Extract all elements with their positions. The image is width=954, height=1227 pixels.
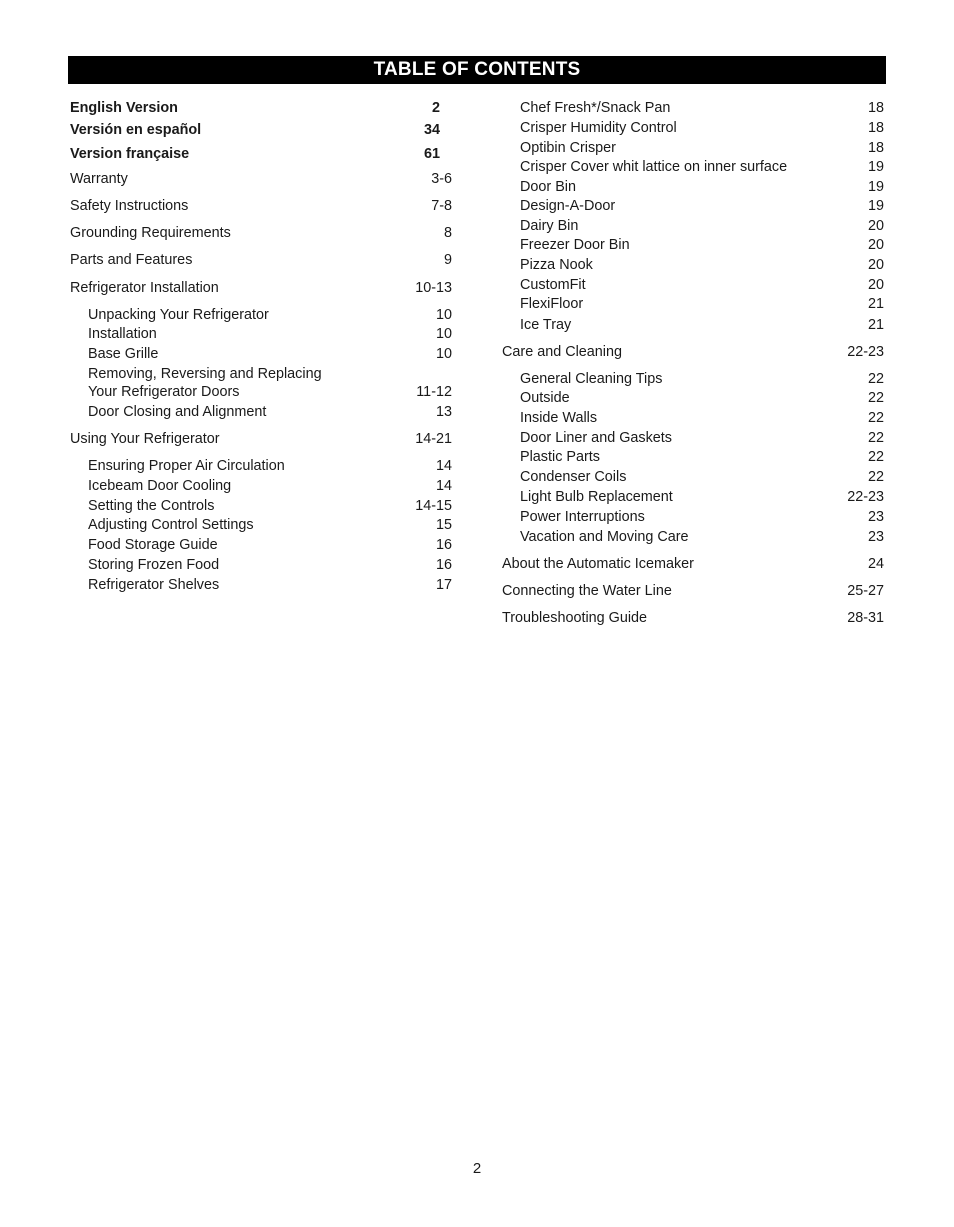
toc-entry-page: 14 bbox=[435, 458, 452, 474]
toc-entry-page: 28-31 bbox=[847, 610, 884, 626]
toc-entry-label: General Cleaning Tips bbox=[520, 371, 663, 387]
toc-entry-label: Version française bbox=[70, 146, 190, 162]
toc-entry-label: Safety Instructions bbox=[70, 198, 189, 214]
toc-entry-label: Using Your Refrigerator bbox=[70, 431, 220, 447]
toc-entry-page: 16 bbox=[435, 557, 452, 573]
toc-entry-page: 22 bbox=[867, 410, 884, 426]
toc-entry-page: 23 bbox=[867, 529, 884, 545]
toc-entry-page: 19 bbox=[867, 159, 884, 175]
toc-entry-page: 20 bbox=[867, 237, 884, 253]
toc-entry-label: About the Automatic Icemaker bbox=[502, 556, 694, 572]
toc-entry-page: 22 bbox=[867, 390, 884, 406]
toc-entry-label: Refrigerator Installation bbox=[70, 280, 219, 296]
toc-entry-page: 11-12 bbox=[416, 384, 452, 400]
toc-entry-page: 10 bbox=[435, 346, 452, 362]
toc-entry-label: Connecting the Water Line bbox=[502, 583, 672, 599]
toc-entry-label: Grounding Requirements bbox=[70, 225, 231, 241]
toc-entry-page: 22-23 bbox=[847, 344, 884, 360]
toc-entry-label: Unpacking Your Refrigerator bbox=[88, 307, 269, 323]
toc-entry-label: Removing, Reversing and Replacing bbox=[88, 366, 322, 382]
toc-entry-label: Icebeam Door Cooling bbox=[88, 478, 232, 494]
toc-entry-page: 61 bbox=[423, 146, 440, 162]
toc-entry-label: Outside bbox=[520, 390, 570, 406]
toc-entry-page: 3-6 bbox=[431, 171, 452, 187]
toc-entry-page: 8 bbox=[443, 225, 452, 241]
toc-entry-label: Ensuring Proper Air Circulation bbox=[88, 458, 285, 474]
toc-entry-label: Refrigerator Shelves bbox=[88, 577, 220, 593]
toc-entry-label: Care and Cleaning bbox=[502, 344, 623, 360]
toc-entry-label: Base Grille bbox=[88, 346, 159, 362]
toc-entry-label: Your Refrigerator Doors bbox=[88, 384, 240, 400]
toc-entry-page: 2 bbox=[431, 100, 440, 116]
toc-entry-label: Warranty bbox=[70, 171, 128, 187]
toc-entry-label: Ice Tray bbox=[520, 317, 572, 333]
toc-entry-label: Light Bulb Replacement bbox=[520, 489, 673, 505]
page-number: 2 bbox=[472, 1160, 482, 1177]
toc-entry-page: 21 bbox=[867, 296, 884, 312]
toc-entry-page: 22 bbox=[867, 430, 884, 446]
toc-entry-label: Versión en español bbox=[70, 122, 202, 138]
toc-entry-page: 18 bbox=[867, 120, 884, 136]
toc-entry-label: Design-A-Door bbox=[520, 198, 616, 214]
toc-entry-page: 16 bbox=[435, 537, 452, 553]
toc-entry-page: 10 bbox=[435, 307, 452, 323]
toc-entry-label: Installation bbox=[88, 326, 157, 342]
toc-entry-label: Pizza Nook bbox=[520, 257, 593, 273]
toc-entry-page: 10 bbox=[435, 326, 452, 342]
toc-entry-label: Storing Frozen Food bbox=[88, 557, 220, 573]
toc-entry-label: Plastic Parts bbox=[520, 449, 600, 465]
toc-entry-page: 34 bbox=[423, 122, 440, 138]
toc-entry-page: 22-23 bbox=[847, 489, 884, 505]
toc-entry-page: 18 bbox=[867, 100, 884, 116]
toc-entry-page: 25-27 bbox=[847, 583, 884, 599]
toc-entry-page: 22 bbox=[867, 469, 884, 485]
toc-entry-page: 21 bbox=[867, 317, 884, 333]
toc-entry-label: Parts and Features bbox=[70, 252, 193, 268]
toc-entry-label: Troubleshooting Guide bbox=[502, 610, 648, 626]
toc-entry-page: 23 bbox=[867, 509, 884, 525]
toc-entry-label: FlexiFloor bbox=[520, 296, 584, 312]
toc-entry-label: CustomFit bbox=[520, 277, 586, 293]
toc-entry-page: 18 bbox=[867, 140, 884, 156]
toc-entry-page: 9 bbox=[443, 252, 452, 268]
toc-entry-label: Inside Walls bbox=[520, 410, 598, 426]
toc-entry-label: Condenser Coils bbox=[520, 469, 627, 485]
title-bar bbox=[68, 56, 886, 84]
toc-entry-label: Door Closing and Alignment bbox=[88, 404, 267, 420]
toc-entry-page: 24 bbox=[867, 556, 884, 572]
toc-entry-page: 13 bbox=[435, 404, 452, 420]
toc-entry-page: 14-21 bbox=[415, 431, 452, 447]
toc-entry-page: 20 bbox=[867, 277, 884, 293]
toc-entry-page: 19 bbox=[867, 198, 884, 214]
toc-entry-page: 22 bbox=[867, 449, 884, 465]
toc-entry-label: Freezer Door Bin bbox=[520, 237, 630, 253]
toc-entry-page: 14-15 bbox=[415, 498, 452, 514]
toc-entry-label: Crisper Cover whit lattice on inner surface bbox=[520, 159, 788, 175]
toc-entry-label: Food Storage Guide bbox=[88, 537, 218, 553]
toc-entry-page: 14 bbox=[435, 478, 452, 494]
toc-entry-label: Door Liner and Gaskets bbox=[520, 430, 672, 446]
toc-entry-page: 20 bbox=[867, 257, 884, 273]
toc-entry-label: Crisper Humidity Control bbox=[520, 120, 677, 136]
toc-entry-label: Power Interruptions bbox=[520, 509, 645, 525]
toc-entry-page: 15 bbox=[435, 517, 452, 533]
toc-entry-label: Adjusting Control Settings bbox=[88, 517, 254, 533]
toc-entry-label: Dairy Bin bbox=[520, 218, 579, 234]
toc-entry-label: Vacation and Moving Care bbox=[520, 529, 689, 545]
toc-entry-page: 20 bbox=[867, 218, 884, 234]
toc-entry-label: Optibin Crisper bbox=[520, 140, 616, 156]
page-title: TABLE OF CONTENTS bbox=[373, 59, 581, 80]
toc-entry-page: 10-13 bbox=[415, 280, 452, 296]
toc-entry-page: 19 bbox=[867, 179, 884, 195]
toc-entry-page: 7-8 bbox=[431, 198, 452, 214]
toc-entry-label: Chef Fresh*/Snack Pan bbox=[520, 100, 671, 116]
toc-entry-label: Door Bin bbox=[520, 179, 576, 195]
toc-entry-label: Setting the Controls bbox=[88, 498, 215, 514]
toc-entry-page: 17 bbox=[435, 577, 452, 593]
toc-entry-page: 22 bbox=[867, 371, 884, 387]
toc-entry-label: English Version bbox=[70, 100, 178, 116]
